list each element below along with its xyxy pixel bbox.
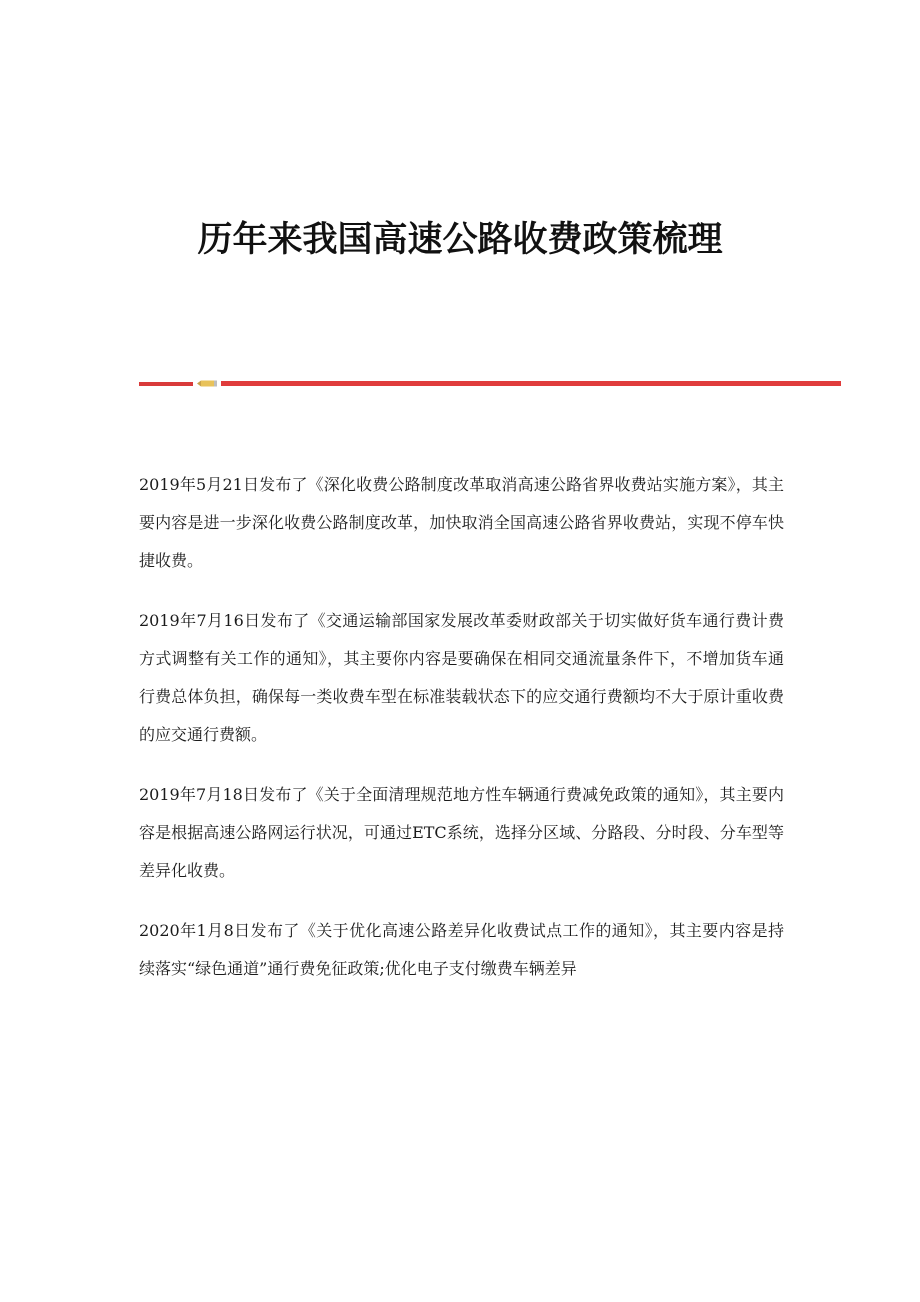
paragraph: 2019年7月16日发布了《交通运输部国家发展改革委财政部关于切实做好货车通行费计费方式调整有关工作的通知》，其主要你内容是要确保在相同交通流量条件下，不增加货车通行费总体负担，确保每一类收费车型在标准装载状态下的应交通行费额均不大于原计重收费的应交通行费额。 [139, 611, 784, 744]
pencil-icon [197, 380, 217, 387]
paragraph: 2019年7月18日发布了《关于全面清理规范地方性车辆通行费减免政策的通知》，其主要内容是根据高速公路网运行状况，可通过ETC系统，选择分区域、分路段、分时段、分车型等差异化收费。 [139, 785, 784, 880]
divider-bar-right [221, 381, 841, 386]
document-body [139, 466, 784, 1010]
document-title: 历年来我国高速公路收费政策梳理 [197, 219, 723, 260]
title-divider [139, 378, 841, 390]
paragraph: 2020年1月8日发布了《关于优化高速公路差异化收费试点工作的通知》，其主要内容是持续落实“绿色通道”通行费免征政策;优化电子支付缴费车辆差异 [139, 921, 784, 978]
divider-bar-left [139, 382, 193, 386]
paragraph: 2019年5月21日发布了《深化收费公路制度改革取消高速公路省界收费站实施方案》，其主要内容是进一步深化收费公路制度改革，加快取消全国高速公路省界收费站，实现不停车快捷收费。 [139, 475, 784, 570]
